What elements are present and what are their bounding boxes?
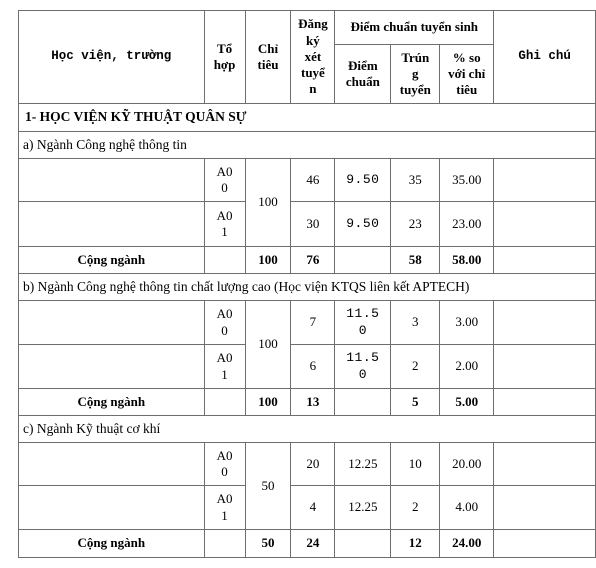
cell-trung-tuyen: 10 xyxy=(391,443,440,486)
cell-dang-ky: 6 xyxy=(291,345,335,389)
cell-trung-tuyen: 23 xyxy=(391,202,440,247)
cell-diem-chuan xyxy=(335,530,391,558)
cell-name xyxy=(19,202,205,247)
section-row xyxy=(19,104,596,132)
header-group: Điểm chuẩn tuyển sinh xyxy=(335,11,494,45)
cell-pct: 2.00 xyxy=(440,345,494,389)
cell-dang-ky: 7 xyxy=(291,301,335,345)
major-title: a) Ngành Công nghệ thông tin xyxy=(19,132,596,159)
major-title: b) Ngành Công nghệ thông tin chất lượng cao (Học viện KTQS liên kết APTECH) xyxy=(19,274,596,301)
cell-name xyxy=(19,486,205,530)
header-hoc-vien: Học viện, trường xyxy=(19,11,205,104)
cell-dang-ky: 30 xyxy=(291,202,335,247)
cell-dang-ky: 20 xyxy=(291,443,335,486)
cell-to-hop xyxy=(204,443,245,486)
total-trung-tuyen: 12 xyxy=(391,530,440,558)
cell-chi-tieu: 100 xyxy=(245,159,291,247)
table-row xyxy=(19,486,596,530)
cell-pct: 35.00 xyxy=(440,159,494,202)
cell-diem-chuan xyxy=(335,389,391,416)
total-label: Cộng ngành xyxy=(19,389,205,416)
to-hop-line2: 0 xyxy=(221,464,228,479)
to-hop-line1: A0 xyxy=(216,447,233,463)
cell-ghi-chu xyxy=(494,159,596,202)
major-title-row xyxy=(19,132,596,159)
header-ghi-chu: Ghi chú xyxy=(494,11,596,104)
cell-ghi-chu xyxy=(494,530,596,558)
cell-ghi-chu xyxy=(494,345,596,389)
cell-to-hop xyxy=(204,486,245,530)
cell-trung-tuyen: 2 xyxy=(391,345,440,389)
cell-diem-chuan xyxy=(335,345,391,389)
header-dang-ky-line4: tuyể xyxy=(300,65,325,81)
cell-ghi-chu xyxy=(494,486,596,530)
cell-diem-chuan: 12.25 xyxy=(335,443,391,486)
cell-ghi-chu xyxy=(494,301,596,345)
cell-to-hop xyxy=(204,345,245,389)
header-chi-tieu-line2: tiêu xyxy=(257,57,279,72)
total-chi-tieu: 100 xyxy=(245,247,291,274)
total-pct: 5.00 xyxy=(440,389,494,416)
cell-ghi-chu xyxy=(494,389,596,416)
to-hop-line2: 0 xyxy=(221,322,228,338)
cell-trung-tuyen: 3 xyxy=(391,301,440,345)
header-trung-tuyen xyxy=(391,45,440,104)
cell-diem-chuan: 9.50 xyxy=(335,159,391,202)
diem-line2: 0 xyxy=(358,366,367,382)
cell-pct: 23.00 xyxy=(440,202,494,247)
table-row xyxy=(19,202,596,247)
total-dang-ky: 24 xyxy=(291,530,335,558)
to-hop-line2: 1 xyxy=(221,507,228,523)
to-hop-line1: A0 xyxy=(216,163,233,179)
header-diem-chuan xyxy=(335,45,391,104)
major-title-row xyxy=(19,274,596,301)
table-row xyxy=(19,345,596,389)
total-chi-tieu: 100 xyxy=(245,389,291,416)
header-to-hop-line2: hợp xyxy=(213,57,236,72)
header-trung-line1: Trún xyxy=(401,49,430,65)
cell-pct: 20.00 xyxy=(440,443,494,486)
cell-diem-chuan: 9.50 xyxy=(335,202,391,247)
cell-chi-tieu: 100 xyxy=(245,301,291,389)
header-dang-ky-line3: xét xyxy=(304,48,322,64)
section-title: 1- HỌC VIỆN KỸ THUẬT QUÂN SỰ xyxy=(19,104,596,132)
total-pct: 58.00 xyxy=(440,247,494,274)
to-hop-line2: 1 xyxy=(221,224,228,239)
header-diem-chuan-line1: Điểm xyxy=(348,57,378,73)
cell-name xyxy=(19,159,205,202)
cell-ghi-chu xyxy=(494,247,596,274)
cell-to-hop xyxy=(204,247,245,274)
total-label: Cộng ngành xyxy=(19,247,205,274)
cell-diem-chuan xyxy=(335,301,391,345)
cell-trung-tuyen: 35 xyxy=(391,159,440,202)
cell-pct: 4.00 xyxy=(440,486,494,530)
cell-diem-chuan: 12.25 xyxy=(335,486,391,530)
total-label: Cộng ngành xyxy=(19,530,205,558)
total-dang-ky: 76 xyxy=(291,247,335,274)
cell-trung-tuyen: 2 xyxy=(391,486,440,530)
cell-diem-chuan xyxy=(335,247,391,274)
header-pct-line3: tiêu xyxy=(456,82,478,98)
total-dang-ky: 13 xyxy=(291,389,335,416)
to-hop-line1: A0 xyxy=(216,207,233,223)
table-row xyxy=(19,443,596,486)
cell-dang-ky: 46 xyxy=(291,159,335,202)
header-pct-line2: với chỉ xyxy=(448,65,486,81)
cell-name xyxy=(19,443,205,486)
major-title-row xyxy=(19,416,596,443)
major-title: c) Ngành Kỹ thuật cơ khí xyxy=(19,416,596,443)
header-chi-tieu xyxy=(245,11,291,104)
to-hop-line1: A0 xyxy=(216,350,233,366)
total-pct: 24.00 xyxy=(440,530,494,558)
cell-name xyxy=(19,345,205,389)
header-row-1 xyxy=(19,11,596,45)
table-row xyxy=(19,159,596,202)
header-trung-line3: tuyển xyxy=(399,82,431,98)
total-row xyxy=(19,247,596,274)
header-chi-tieu-line1: Chỉ xyxy=(257,40,279,56)
total-trung-tuyen: 58 xyxy=(391,247,440,274)
cell-to-hop xyxy=(204,389,245,416)
to-hop-line2: 0 xyxy=(221,180,228,195)
cell-chi-tieu: 50 xyxy=(245,443,291,530)
header-to-hop xyxy=(204,11,245,104)
admissions-table xyxy=(18,10,596,558)
total-trung-tuyen: 5 xyxy=(391,389,440,416)
to-hop-line1: A0 xyxy=(216,491,233,507)
cell-pct: 3.00 xyxy=(440,301,494,345)
diem-line1: 11.5 xyxy=(346,350,380,366)
diem-line1: 11.5 xyxy=(346,306,380,322)
header-diem-chuan-line2: chuẩn xyxy=(345,74,380,89)
cell-dang-ky: 4 xyxy=(291,486,335,530)
header-trung-line2: g xyxy=(412,65,419,81)
to-hop-line2: 1 xyxy=(221,366,228,382)
header-pct xyxy=(440,45,494,104)
header-dang-ky xyxy=(291,11,335,104)
header-to-hop-line1: Tổ xyxy=(216,40,233,56)
cell-ghi-chu xyxy=(494,443,596,486)
header-dang-ky-line5: n xyxy=(309,81,317,97)
header-pct-line1: % so xyxy=(452,49,481,65)
cell-to-hop xyxy=(204,530,245,558)
diem-line2: 0 xyxy=(358,322,367,338)
cell-name xyxy=(19,301,205,345)
header-dang-ky-line1: Đăng xyxy=(298,16,328,32)
cell-to-hop xyxy=(204,301,245,345)
total-row xyxy=(19,389,596,416)
total-chi-tieu: 50 xyxy=(245,530,291,558)
total-row xyxy=(19,530,596,558)
cell-to-hop xyxy=(204,202,245,247)
cell-ghi-chu xyxy=(494,202,596,247)
to-hop-line1: A0 xyxy=(216,306,233,322)
table-row xyxy=(19,301,596,345)
cell-to-hop xyxy=(204,159,245,202)
header-dang-ky-line2: ký xyxy=(306,32,320,48)
